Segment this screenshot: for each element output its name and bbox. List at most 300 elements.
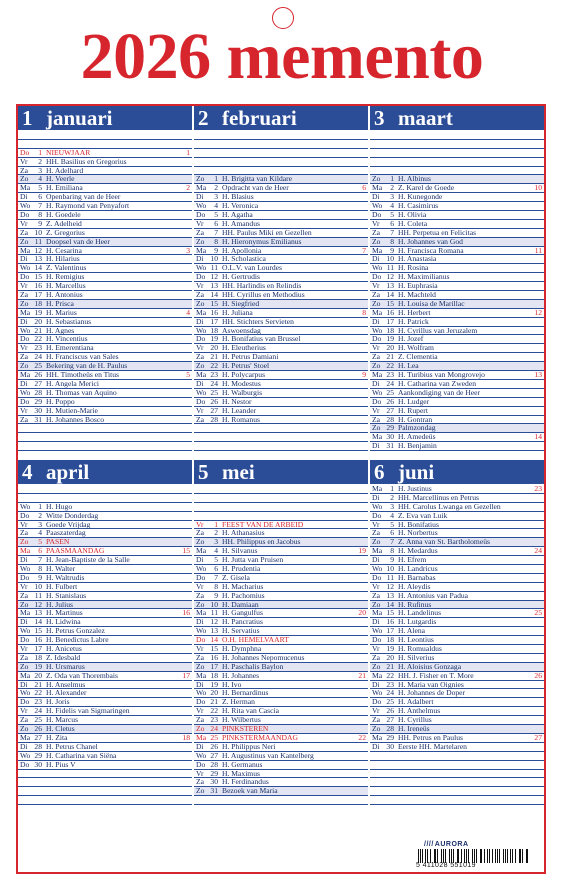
- empty-row: [370, 158, 544, 167]
- day-number: 28: [210, 760, 218, 769]
- weekday-label: Za: [196, 353, 205, 362]
- day-number: 14: [34, 618, 42, 627]
- month-name: juni: [398, 460, 435, 484]
- weekday-label: Di: [20, 680, 28, 689]
- weekday-label: Wo: [20, 388, 31, 397]
- day-number: 11: [34, 591, 42, 600]
- weekday-label: Vr: [20, 707, 28, 716]
- saint-name: H. Fidelis van Sigmaringen: [46, 707, 130, 716]
- saint-name: H. Landelinus: [398, 609, 442, 618]
- day-number: 28: [386, 725, 394, 734]
- weekday-label: Zo: [20, 538, 29, 547]
- saint-name: H. Silverius: [398, 653, 435, 662]
- month-mei: [194, 460, 368, 810]
- empty-row: [18, 787, 192, 796]
- empty-row: [370, 131, 544, 140]
- day-number: 6: [38, 193, 42, 202]
- saint-name: H. Anthelmus: [398, 707, 441, 716]
- barcode-bar: [480, 849, 481, 863]
- month-number: 3: [374, 106, 385, 130]
- weekday-label: Vr: [20, 582, 28, 591]
- saint-name: H. Walter: [46, 565, 76, 574]
- day-number: 22: [386, 362, 394, 371]
- day-row: [18, 327, 192, 336]
- saint-name: H. Benedictus Labre: [46, 636, 109, 645]
- saint-name: H. Servatius: [222, 627, 260, 636]
- saint-name: H. Silvanus: [222, 547, 258, 556]
- weekday-label: Do: [20, 511, 30, 520]
- day-number: 12: [34, 600, 42, 609]
- day-row: [370, 645, 544, 654]
- saint-name: H. Johannes: [222, 671, 260, 680]
- saint-name: H. Poppo: [46, 397, 75, 406]
- day-number: 26: [34, 371, 42, 380]
- barcode-bar: [453, 849, 454, 863]
- day-row: [194, 592, 368, 601]
- saint-name: Opdracht van de Heer: [222, 184, 289, 193]
- saint-name: H. Euphrasia: [398, 282, 438, 291]
- day-number: 1: [214, 175, 218, 184]
- day-row: [194, 416, 368, 425]
- day-row: [18, 264, 192, 273]
- day-row: [194, 255, 368, 264]
- saint-name: H. Petrus Chanel: [46, 742, 98, 751]
- saint-name: H. Martinus: [46, 609, 83, 618]
- saint-name: H. Polycarpus: [222, 371, 266, 380]
- day-number: 14: [386, 291, 394, 300]
- day-number: 27: [210, 406, 218, 415]
- day-row: [18, 220, 192, 229]
- month-number: 2: [198, 106, 209, 130]
- weekday-label: Vr: [372, 406, 380, 415]
- weekday-label: Di: [20, 317, 28, 326]
- day-number: 11: [386, 573, 394, 582]
- empty-row: [370, 149, 544, 158]
- day-row: [18, 636, 192, 645]
- saint-name: H. Adelhard: [46, 166, 84, 175]
- saint-name: H. Vincentius: [46, 335, 88, 344]
- day-number: 18: [210, 326, 218, 335]
- day-row: [194, 601, 368, 610]
- empty-row: [18, 433, 192, 442]
- day-number: 29: [386, 424, 394, 433]
- empty-row: [370, 778, 544, 787]
- day-row: [194, 327, 368, 336]
- weekday-label: Di: [196, 379, 204, 388]
- day-number: 14: [34, 264, 42, 273]
- weekday-label: Di: [20, 742, 28, 751]
- day-number: 18: [386, 636, 394, 645]
- day-number: 12: [386, 582, 394, 591]
- day-row: [370, 734, 544, 743]
- day-number: 27: [210, 751, 218, 760]
- saint-name: H. Medardus: [398, 547, 438, 556]
- day-row: [370, 202, 544, 211]
- day-number: 30: [386, 742, 394, 751]
- day-number: 6: [390, 529, 394, 538]
- day-number: 26: [210, 742, 218, 751]
- day-row: [194, 672, 368, 681]
- month-number: 5: [198, 460, 209, 484]
- day-number: 5: [214, 211, 218, 220]
- day-number: 19: [210, 335, 218, 344]
- saint-name: HH. Paulus Miki en Gezellen: [222, 228, 312, 237]
- day-number: 9: [390, 556, 394, 565]
- weekday-label: Ma: [196, 733, 207, 742]
- saint-name: H. Zita: [46, 733, 68, 742]
- weekday-label: Zo: [196, 538, 205, 547]
- day-row: [194, 654, 368, 663]
- empty-row: [194, 433, 368, 442]
- empty-row: [194, 512, 368, 521]
- day-row: [194, 556, 368, 565]
- barcode-bar: [425, 849, 426, 863]
- saint-name: HH. Marcellinus en Petrus: [398, 493, 479, 502]
- weekday-label: Do: [20, 573, 30, 582]
- day-number: 2: [38, 157, 42, 166]
- day-row: [370, 424, 544, 433]
- day-row: [18, 565, 192, 574]
- barcode-bar: [492, 849, 493, 863]
- saint-name: H. Philippus Neri: [222, 742, 276, 751]
- day-number: 27: [34, 379, 42, 388]
- weekday-label: Vr: [196, 769, 204, 778]
- day-number: 25: [210, 733, 218, 742]
- month-header: [370, 460, 544, 484]
- weekday-label: Za: [196, 591, 205, 600]
- saint-name: O.H. HEMELVAART: [222, 636, 289, 645]
- day-number: 10: [210, 600, 218, 609]
- day-row: [370, 344, 544, 353]
- saint-name: H. Patrick: [398, 317, 429, 326]
- weekday-label: Di: [196, 618, 204, 627]
- day-row: [18, 645, 192, 654]
- day-number: 29: [34, 397, 42, 406]
- day-number: 8: [390, 547, 394, 556]
- day-row: [370, 193, 544, 202]
- weekday-label: Do: [196, 698, 206, 707]
- saint-name: H. Alena: [398, 627, 425, 636]
- weekday-label: Wo: [20, 202, 31, 211]
- day-row: [370, 220, 544, 229]
- saint-name: Z. Gregorius: [46, 228, 85, 237]
- day-row: [370, 442, 544, 451]
- day-row: [370, 273, 544, 282]
- day-number: 26: [34, 725, 42, 734]
- weekday-label: Za: [372, 716, 381, 725]
- day-row: [18, 521, 192, 530]
- day-number: 27: [386, 406, 394, 415]
- weekday-label: Di: [372, 742, 380, 751]
- saint-name: H. Bernardinus: [222, 689, 269, 698]
- day-row: [370, 503, 544, 512]
- day-row: [370, 175, 544, 184]
- day-row: [18, 167, 192, 176]
- saint-name: Bezoek van Maria: [222, 787, 278, 796]
- weekday-label: Wo: [196, 388, 207, 397]
- week-number: 12: [534, 308, 542, 317]
- months-row-1: [18, 106, 544, 456]
- day-number: 13: [386, 282, 394, 291]
- day-row: [18, 175, 192, 184]
- saint-name: H. Olivia: [398, 211, 427, 220]
- day-number: 24: [34, 707, 42, 716]
- saint-name: H. Johannes Bosco: [46, 415, 105, 424]
- day-row: [194, 752, 368, 761]
- day-number: 31: [34, 415, 42, 424]
- weekday-label: Zo: [372, 538, 381, 547]
- day-number: 11: [210, 264, 218, 273]
- empty-row: [18, 131, 192, 140]
- barcode-bar: [461, 849, 462, 863]
- day-number: 3: [214, 538, 218, 547]
- day-number: 22: [210, 707, 218, 716]
- saint-name: H. Veerle: [46, 175, 75, 184]
- saint-name: H. Hugo: [46, 502, 73, 511]
- saint-name: H. Barnabas: [398, 573, 436, 582]
- day-row: [18, 300, 192, 309]
- saint-name: H. Landricus: [398, 565, 438, 574]
- saint-name: HH. Philippus en Jacobus: [222, 538, 301, 547]
- page-title: 2026 memento: [80, 20, 484, 93]
- weekday-label: Zo: [372, 725, 381, 734]
- day-row: [370, 707, 544, 716]
- weekday-label: Za: [20, 529, 29, 538]
- day-row: [18, 291, 192, 300]
- day-row: [18, 609, 192, 618]
- saint-name: H. Johannes Nepomucenus: [222, 653, 305, 662]
- saint-name: H. Pachomius: [222, 591, 265, 600]
- saint-name: HH. Perpetua en Felicitas: [398, 228, 477, 237]
- day-row: [194, 787, 368, 796]
- day-row: [18, 672, 192, 681]
- weekday-label: Za: [372, 353, 381, 362]
- saint-name: Aankondiging van de Heer: [398, 388, 481, 397]
- day-row: [194, 609, 368, 618]
- saint-name: H. Jutta van Pruisen: [222, 556, 284, 565]
- saint-name: HH. Basilius en Gregorius: [46, 157, 127, 166]
- day-row: [18, 698, 192, 707]
- saint-name: H. Petrus Damiani: [222, 353, 279, 362]
- weekday-label: Za: [20, 291, 29, 300]
- saint-name: H. Angela Merici: [46, 379, 99, 388]
- weekday-label: Vr: [372, 282, 380, 291]
- day-row: [370, 627, 544, 636]
- day-number: 7: [38, 202, 42, 211]
- weekday-label: Vr: [196, 406, 204, 415]
- saint-name: H. Brigitta van Kildare: [222, 175, 293, 184]
- day-row: [194, 407, 368, 416]
- day-number: 15: [386, 299, 394, 308]
- day-row: [194, 529, 368, 538]
- day-row: [370, 547, 544, 556]
- weekday-label: Za: [372, 291, 381, 300]
- weekday-label: Zo: [372, 362, 381, 371]
- saint-name: H. Blasius: [222, 193, 254, 202]
- weekday-label: Wo: [196, 751, 207, 760]
- weekday-label: Zo: [372, 662, 381, 671]
- barcode-bar: [487, 849, 488, 863]
- saint-name: H. Rita van Cascia: [222, 707, 279, 716]
- weekday-label: Di: [372, 255, 380, 264]
- day-row: [194, 238, 368, 247]
- day-number: 28: [34, 742, 42, 751]
- weekday-label: Di: [196, 317, 204, 326]
- empty-row: [194, 442, 368, 451]
- day-number: 14: [210, 291, 218, 300]
- weekday-label: Wo: [196, 202, 207, 211]
- day-row: [370, 300, 544, 309]
- month-name: maart: [398, 106, 453, 130]
- day-number: 17: [210, 662, 218, 671]
- day-number: 6: [214, 219, 218, 228]
- weekday-label: Zo: [196, 175, 205, 184]
- weekday-label: Zo: [196, 237, 205, 246]
- saint-name: H. Julius: [46, 600, 74, 609]
- saint-name: H. Siegfried: [222, 299, 260, 308]
- week-number: 11: [534, 246, 542, 255]
- saint-name: H. Cyrillus van Jeruzalem: [398, 326, 478, 335]
- day-row: [194, 273, 368, 282]
- day-number: 1: [214, 520, 218, 529]
- week-number: 23: [534, 485, 542, 493]
- day-number: 11: [386, 264, 394, 273]
- saint-name: H. Marcus: [46, 716, 79, 725]
- weekday-label: Do: [196, 760, 206, 769]
- day-row: [370, 264, 544, 273]
- weekday-label: Za: [196, 228, 205, 237]
- saint-name: H. Mutien-Marie: [46, 406, 98, 415]
- empty-row: [370, 770, 544, 779]
- weekday-label: Za: [372, 529, 381, 538]
- saint-name: Z. Valentinus: [46, 264, 87, 273]
- day-row: [194, 291, 368, 300]
- weekday-label: Ma: [372, 433, 383, 442]
- day-row: [18, 416, 192, 425]
- weekday-label: Wo: [372, 565, 383, 574]
- day-row: [194, 282, 368, 291]
- saint-name: H. Maria van Oignies: [398, 680, 464, 689]
- weekday-label: Ma: [196, 308, 207, 317]
- weekday-label: Do: [20, 636, 30, 645]
- saint-name: H. Maximilianus: [398, 273, 450, 282]
- weekday-label: Za: [196, 291, 205, 300]
- saint-name: H. Ireneüs: [398, 725, 430, 734]
- day-row: [18, 761, 192, 770]
- saint-name: H. Anicetus: [46, 645, 82, 654]
- saint-name: H. Amandus: [222, 219, 260, 228]
- saint-name: H. Petrus' Stoel: [222, 362, 270, 371]
- saint-name: H. Petrus Gonzalez: [46, 627, 105, 636]
- saint-name: H. Jozef: [398, 335, 424, 344]
- weekday-label: Zo: [20, 175, 29, 184]
- brand-logo: [424, 841, 469, 848]
- saint-name: HH. Petrus en Paulus: [398, 733, 463, 742]
- weekday-label: Vr: [196, 344, 204, 353]
- empty-row: [18, 424, 192, 433]
- saint-name: PINKSTEREN: [222, 725, 269, 734]
- saint-name: Z. Clementia: [398, 353, 438, 362]
- day-row: [194, 583, 368, 592]
- day-row: [18, 574, 192, 583]
- saint-name: Aswoensdag: [222, 326, 261, 335]
- saint-name: PINKSTERMAANDAG: [222, 733, 298, 742]
- weekday-label: Do: [20, 273, 30, 282]
- weekday-label: Wo: [196, 326, 207, 335]
- day-number: 6: [390, 219, 394, 228]
- saint-name: H. Gontran: [398, 415, 433, 424]
- month-januari: [18, 106, 192, 456]
- weekday-label: Di: [372, 193, 380, 202]
- day-row: [194, 318, 368, 327]
- day-number: 5: [390, 520, 394, 529]
- week-number: 27: [534, 733, 542, 742]
- saint-name: Z. Anna van St. Bartholomeüs: [398, 538, 490, 547]
- saint-name: H. Damiaan: [222, 600, 259, 609]
- day-number: 15: [210, 299, 218, 308]
- weekday-label: Do: [372, 573, 382, 582]
- day-number: 12: [210, 618, 218, 627]
- day-number: 7: [390, 538, 394, 547]
- weekday-label: Di: [20, 379, 28, 388]
- weekday-label: Zo: [196, 362, 205, 371]
- day-number: 17: [210, 317, 218, 326]
- weekday-label: Vr: [20, 406, 28, 415]
- day-row: [194, 618, 368, 627]
- empty-row: [194, 131, 368, 140]
- day-row: [370, 247, 544, 256]
- weekday-label: Vr: [372, 219, 380, 228]
- weekday-label: Za: [20, 166, 29, 175]
- saint-name: H. Raymond van Penyafort: [46, 202, 130, 211]
- saint-name: H. Maximus: [222, 769, 260, 778]
- day-row: [194, 689, 368, 698]
- day-number: 17: [34, 291, 42, 300]
- saint-name: H. Macharius: [222, 582, 264, 591]
- weekday-label: Zo: [372, 299, 381, 308]
- day-row: [18, 529, 192, 538]
- saint-name: H. Paschalis Baylon: [222, 662, 284, 671]
- day-row: [370, 407, 544, 416]
- saint-name: H. Cyrillus: [398, 716, 432, 725]
- saint-name: H. Sebastianus: [46, 317, 92, 326]
- saint-name: Witte Donderdag: [46, 511, 99, 520]
- weekday-label: Vr: [196, 707, 204, 716]
- week-number: 7: [362, 246, 366, 255]
- day-number: 14: [386, 600, 394, 609]
- weekday-label: Za: [196, 529, 205, 538]
- empty-row: [194, 424, 368, 433]
- weekday-label: Vr: [20, 520, 28, 529]
- weekday-label: Vr: [196, 645, 204, 654]
- saint-name: H. Kunegonde: [398, 193, 443, 202]
- day-number: 24: [210, 379, 218, 388]
- weekday-label: Vr: [20, 344, 28, 353]
- day-number: 21: [210, 698, 218, 707]
- weekday-label: Do: [196, 335, 206, 344]
- barcode-number: 5 411028 551019: [416, 862, 476, 869]
- saint-name: Palmzondag: [398, 424, 436, 433]
- day-number: 11: [34, 237, 42, 246]
- weekday-label: Ma: [372, 485, 383, 493]
- day-number: 19: [386, 645, 394, 654]
- day-number: 8: [390, 237, 394, 246]
- saint-name: Paaszaterdag: [46, 529, 86, 538]
- day-number: 22: [386, 671, 394, 680]
- saint-name: H. Veronica: [222, 202, 259, 211]
- day-list: [194, 485, 368, 805]
- weekday-label: Za: [372, 591, 381, 600]
